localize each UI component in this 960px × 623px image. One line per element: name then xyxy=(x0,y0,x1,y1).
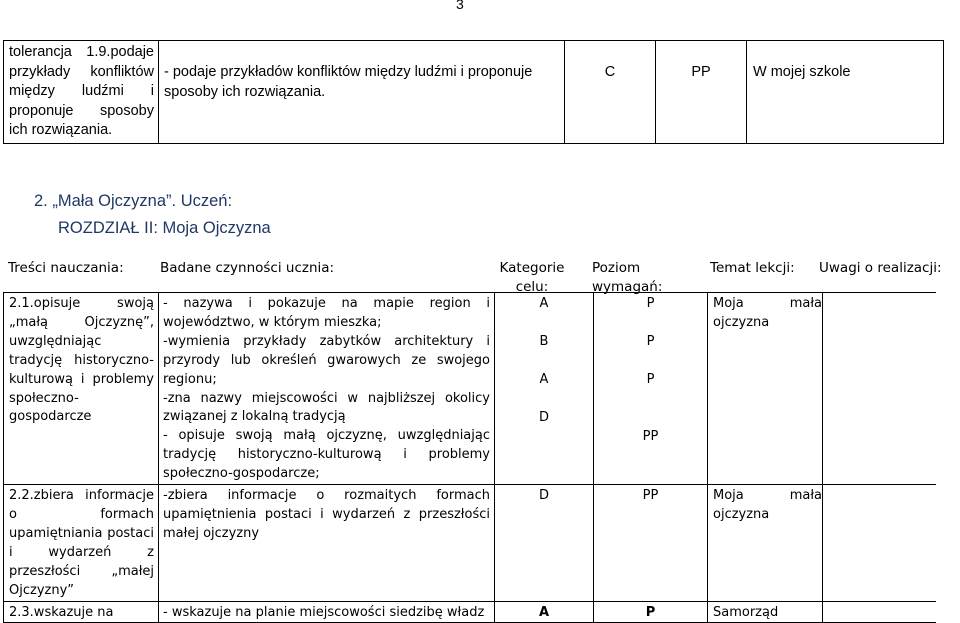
poziom-value: PP xyxy=(642,428,659,444)
czynnosci-cell xyxy=(159,485,495,601)
chapter-title: ROZDZIAŁ II: Moja Ojczyzna xyxy=(58,219,271,237)
tresc-cell: 2.1.opisuje swoją „małą Ojczyznę”, uwzględniając tradycję historyczno-kulturową i problemy społeczno-gospodarcze xyxy=(4,293,159,485)
czynnosci-cell: - wskazuje na planie miejscowości siedzibę władz xyxy=(159,601,495,623)
top-temat-cell: W mojej szkole xyxy=(747,41,944,144)
header-badane: Badane czynności ucznia: xyxy=(160,260,335,276)
poziom-cell xyxy=(594,293,708,485)
czynnosc-item: - opisuje swoją małą ojczyznę, uwzględniając tradycję historyczno-kulturową i problemy społeczno-gospodarcze; xyxy=(163,428,490,482)
kategoria-value: B xyxy=(539,333,549,349)
top-poziom-cell: PP xyxy=(656,41,747,144)
kategorie-cell: D xyxy=(495,485,594,601)
uwagi-cell xyxy=(823,293,937,485)
top-table xyxy=(3,40,944,144)
header-tresci: Treści nauczania: xyxy=(8,260,124,276)
temat-cell: Moja mała ojczyzna xyxy=(708,293,823,485)
poziom-value: P xyxy=(646,371,655,387)
kategoria-value: D xyxy=(538,409,549,425)
table-row xyxy=(4,485,937,601)
kategoria-value: A xyxy=(539,296,549,311)
czynnosc-item: -wymienia przykłady zabytków architektury i przyrody lub określeń gwarowych ze swojego regionu; xyxy=(163,333,490,387)
czynnosc-item: -zna nazwy miejscowości w najbliższej okolicy związanej z lokalną tradycją xyxy=(163,390,490,425)
poziom-cell: P xyxy=(594,601,708,623)
kategorie-cell xyxy=(495,293,594,485)
kategorie-cell: A xyxy=(495,601,594,623)
poziom-value: P xyxy=(646,296,655,311)
kategoria-value: A xyxy=(539,371,549,387)
header-kategorie: Kategorie celu: xyxy=(499,260,565,295)
tresc-cell: 2.3.wskazuje na xyxy=(4,601,159,623)
top-tresc-cell: tolerancja 1.9.podaje przykłady konfliktów między ludźmi i proponuje sposoby ich rozwiązania. xyxy=(4,41,159,144)
uwagi-cell xyxy=(823,485,937,601)
czynnosc-item: -zbiera informacje o rozmaitych formach upamiętnienia postaci i wydarzeń z przeszłości małej ojczyzny xyxy=(163,488,490,541)
tresc-cell: 2.2.zbiera informacje o formach upamiętniania postaci i wydarzeń z przeszłości „małej Ojczyzny” xyxy=(4,485,159,601)
czynnosc-item: - nazywa i pokazuje na mapie region i województwo, w którym mieszka; xyxy=(163,296,490,330)
page-number: 3 xyxy=(456,0,464,12)
header-temat: Temat lekcji: xyxy=(710,260,795,276)
main-table xyxy=(3,292,936,623)
temat-cell: Samorząd xyxy=(708,601,823,623)
poziom-value: P xyxy=(646,333,655,349)
poziom-cell: PP xyxy=(594,485,708,601)
header-poziom: Poziom wymagań: xyxy=(592,260,663,295)
czynnosci-cell xyxy=(159,293,495,485)
top-kategoria-cell: C xyxy=(565,41,656,144)
top-czynnosci-cell: - podaje przykładów konfliktów między ludźmi i proponuje sposoby ich rozwiązania. xyxy=(159,41,565,144)
section-title: 2. „Mała Ojczyzna”. Uczeń: xyxy=(34,192,233,210)
uwagi-cell xyxy=(823,601,937,623)
table-row xyxy=(4,293,937,485)
table-row xyxy=(4,601,937,623)
header-uwagi: Uwagi o realizacji: xyxy=(819,260,942,276)
temat-cell: Moja mała ojczyzna xyxy=(708,485,823,601)
